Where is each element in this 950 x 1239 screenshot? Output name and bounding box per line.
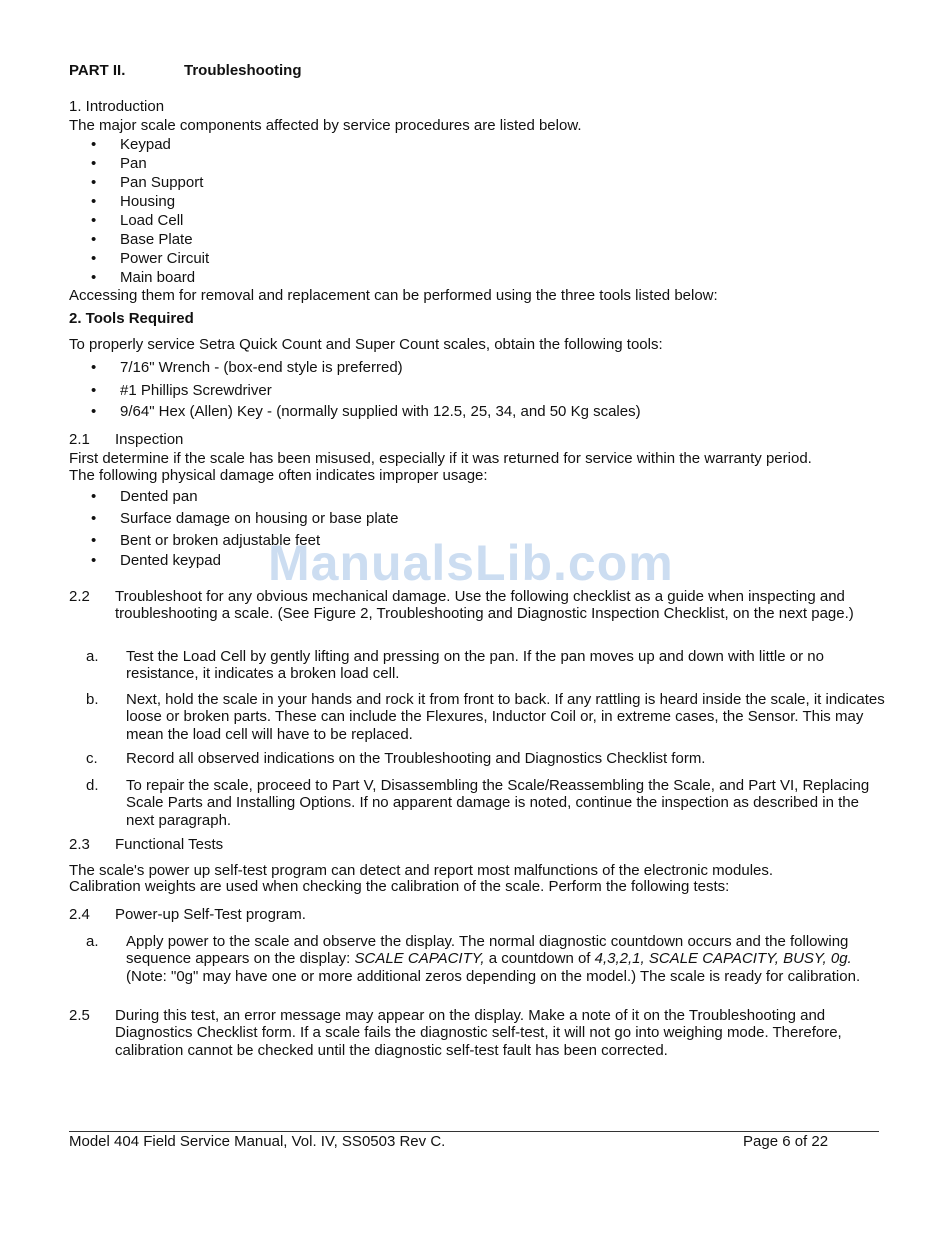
- list-item: #1 Phillips Screwdriver: [120, 382, 272, 399]
- troubleshoot-text: Troubleshoot for any obvious mechanical damage. Use the following checklist as a guide when inspecting and troubleshooting a scale. (See Figure 2, Troubleshooting and Diagnostic Inspection Checklist, on the next page.): [115, 588, 854, 623]
- page-title: Troubleshooting: [184, 62, 302, 79]
- bullet-icon: •: [91, 250, 97, 267]
- bullet-icon: •: [91, 174, 97, 191]
- section-number: 2.5: [69, 1007, 90, 1024]
- bullet-icon: •: [91, 136, 97, 153]
- bullet-icon: •: [91, 382, 97, 399]
- tools-heading: 2. Tools Required: [69, 310, 194, 327]
- inspection-text-2: The following physical damage often indicates improper usage:: [69, 467, 488, 484]
- bullet-icon: •: [91, 212, 97, 229]
- functional-heading: Functional Tests: [115, 836, 224, 853]
- step-label: b.: [86, 691, 99, 708]
- list-item: 7/16" Wrench - (box-end style is preferred): [120, 359, 403, 376]
- list-item: Pan Support: [120, 174, 204, 191]
- functional-text-2: Calibration weights are used when checking the calibration of the scale. Perform the following tests:: [69, 878, 730, 895]
- footer-divider: [69, 1131, 879, 1132]
- list-item: Power Circuit: [120, 250, 210, 267]
- functional-text-1: The scale's power up self-test program can detect and report most malfunctions of the electronic modules.: [69, 862, 774, 879]
- list-item: Housing: [120, 193, 176, 210]
- step-text: To repair the scale, proceed to Part V, Disassembling the Scale/Reassembling the Scale, and Part VI, Replacing Scale Parts and Installing Options. If no apparent damage is noted, continue the inspection as described in the next paragraph.: [126, 777, 870, 829]
- step-label: c.: [86, 750, 98, 767]
- list-item: Load Cell: [120, 212, 184, 229]
- page-number: Page 6 of 22: [743, 1133, 829, 1150]
- tools-text: To properly service Setra Quick Count and Super Count scales, obtain the following tools:: [69, 336, 663, 353]
- section-number: 2.4: [69, 906, 90, 923]
- selftest-text: Apply power to the scale and observe the display. The normal diagnostic countdown occurs and the following sequence appears on the display: SCALE CAPACITY, a countdown of 4,3,2,1, SCALE CAPACITY, BUSY, 0g. (Note: "0g" may have one or more additional zeros depending on the model.) The scale is ready for calibration.: [126, 933, 861, 985]
- step-label: d.: [86, 777, 99, 794]
- part-label: PART II.: [69, 62, 126, 79]
- bullet-icon: •: [91, 488, 97, 505]
- step-text: Next, hold the scale in your hands and rock it from front to back. If any rattling is heard inside the scale, it indicates loose or broken parts. These can include the Flexures, Inductor Coil or, in extreme cases, the Sensor. This may mean the load cell will have to be replaced.: [126, 691, 885, 743]
- step-label: a.: [86, 933, 99, 950]
- list-item: Base Plate: [120, 231, 193, 248]
- section-number: 2.1: [69, 431, 90, 448]
- list-item: Pan: [120, 155, 147, 172]
- section-number: 2.3: [69, 836, 90, 853]
- selftest-heading: Power-up Self-Test program.: [115, 906, 306, 923]
- list-item: 9/64" Hex (Allen) Key - (normally supplied with 12.5, 25, 34, and 50 Kg scales): [120, 403, 641, 420]
- intro-text: The major scale components affected by service procedures are listed below.: [69, 117, 582, 134]
- watermark: ManualsLib.com: [268, 535, 674, 591]
- intro-heading: 1. Introduction: [69, 98, 165, 115]
- list-item: Surface damage on housing or base plate: [120, 510, 399, 527]
- bullet-icon: •: [91, 269, 97, 286]
- bullet-icon: •: [91, 552, 97, 569]
- bullet-icon: •: [91, 403, 97, 420]
- inspection-text-1: First determine if the scale has been misused, especially if it was returned for service within the warranty period.: [69, 450, 812, 467]
- list-item: Dented pan: [120, 488, 198, 505]
- during-text: During this test, an error message may appear on the display. Make a note of it on the Troubleshooting and Diagnostics Checklist form. If a scale fails the diagnostic self-test, it will not go into weighing mode. Therefore, calibration cannot be checked until the diagnostic self-test fault has been corrected.: [115, 1007, 842, 1059]
- bullet-icon: •: [91, 532, 97, 549]
- section-number: 2.2: [69, 588, 90, 605]
- list-item: Dented keypad: [120, 552, 221, 569]
- bullet-icon: •: [91, 231, 97, 248]
- list-item: Bent or broken adjustable feet: [120, 532, 321, 549]
- footer-manual-title: Model 404 Field Service Manual, Vol. IV, SS0503 Rev C.: [69, 1133, 446, 1150]
- bullet-icon: •: [91, 193, 97, 210]
- step-text: Record all observed indications on the Troubleshooting and Diagnostics Checklist form.: [126, 750, 706, 767]
- step-label: a.: [86, 648, 99, 665]
- bullet-icon: •: [91, 155, 97, 172]
- bullet-icon: •: [91, 510, 97, 527]
- step-text: Test the Load Cell by gently lifting and pressing on the pan. If the pan moves up and down with little or no resistance, it indicates a broken load cell.: [126, 648, 824, 683]
- bullet-icon: •: [91, 359, 97, 376]
- list-item: Keypad: [120, 136, 171, 153]
- list-item: Main board: [120, 269, 196, 286]
- inspection-heading: Inspection: [115, 431, 184, 448]
- intro-after-text: Accessing them for removal and replacement can be performed using the three tools listed below:: [69, 287, 718, 304]
